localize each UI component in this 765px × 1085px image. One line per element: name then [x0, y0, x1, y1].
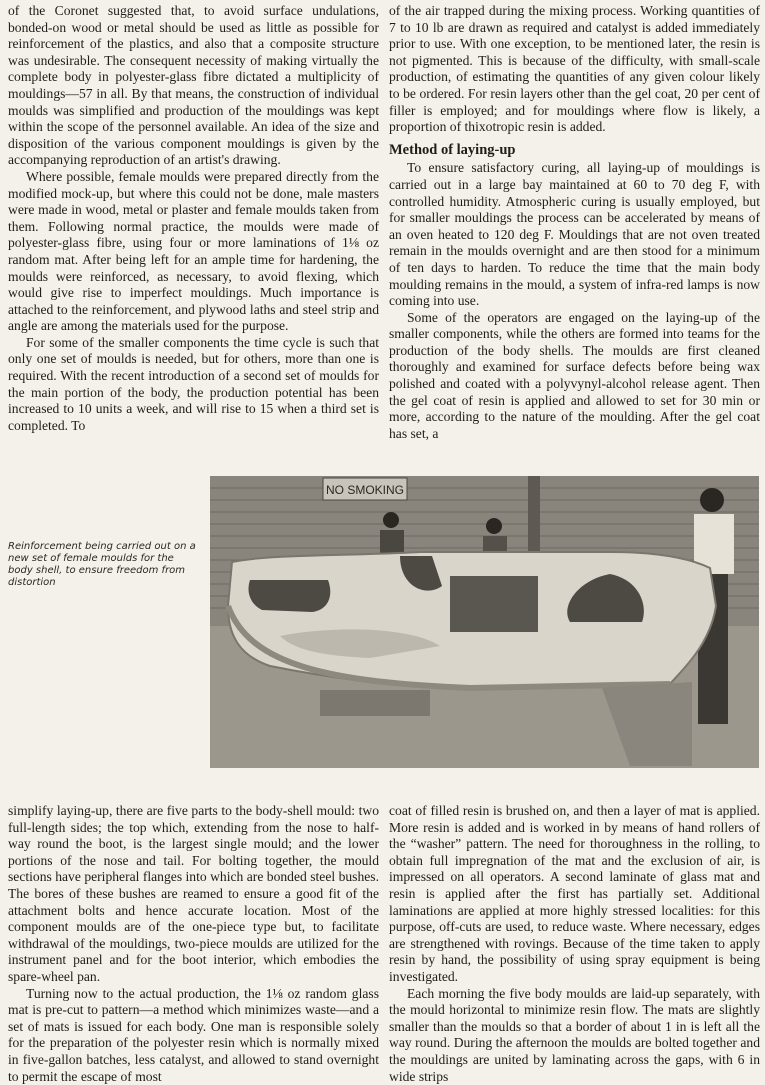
paragraph: Turning now to the actual production, the 1⅛ oz random glass mat is pre-cut to pattern—a method which minimizes waste—and a set of mats is issued for each body. One man is responsible solely for the preparation of the polyester resin which is normally mixed in five-gallon batches, less catalyst, and allowed to stand overnight to permit the escape of most: [8, 985, 379, 1084]
paragraph: of the air trapped during the mixing process. Working quantities of 7 to 10 lb are drawn as required and catalyst is added immediately prior to use. With one exception, to be mentioned later, the resin is not pigmented. This is because of the difficulty, with small-scale production, of estimating the quantities of any given colour likely to be ordered. For resin layers other than the gel coat, 20 per cent of filler is employed; and for mouldings where flow is likely, a proportion of thixotropic resin is added.: [389, 3, 760, 135]
paragraph: Each morning the five body moulds are laid-up separately, with the mould horizontal to minimize resin flow. The mats are slightly smaller than the moulds so that a border of about 1 in is left all the way round. During the afternoon the moulds are bolted together and the mouldings are united by laminating across the gaps, with 6 in wide strips: [389, 985, 760, 1084]
paragraph: Some of the operators are engaged on the laying-up of the smaller components, while the others are formed into teams for the production of the body shells. The moulds are first cleaned thoroughly and examined for surface defects before being wax polished and coated with a polyvynyl-alcohol release agent. Then the gel coat of resin is applied and allowed to set for 30 min or more, according to the nature of the moulding. After the gel coat has set, a: [389, 309, 760, 441]
section-heading: Method of laying-up: [389, 141, 516, 158]
mould-stand-left: [320, 690, 430, 716]
paragraph: Where possible, female moulds were prepared directly from the modified mock-up, but where this could not be done, male masters were made in wood, metal or plaster and female moulds taken from them. Following normal practice, the moulds were made of polyester-glass fibre, using four or more laminations of 1⅛ oz random mat. After being left for an ample time for hardening, the moulds were reinforced, as necessary, to avoid flexing, which would give rise to imperfect mouldings. Much importance is attached to the reinforcement, and plywood laths and steel strip and angle are among the materials used for the purpose.: [8, 168, 379, 334]
sign-text: NO SMOKING: [325, 483, 405, 497]
paragraph: of the Coronet suggested that, to avoid surface undulations, bonded-on wood or metal should be used as little as possible for reinforcement of the plastics, and also that a composite structure was undesirable. The consequent necessity of making virtually the complete body in polyester-glass fibre dictated a multiplicity of mouldings—57 in all. By that means, the construction of individual moulds was simplified and production of the mouldings was kept within the scope of the personnel available. An idea of the size and disposition of the various component mouldings is given by the accompanying reproduction of an artist's drawing.: [8, 3, 379, 168]
photo-illustration: [210, 476, 759, 768]
photo-caption: Reinforcement being carried out on a new set of female moulds for the body shell, to ensure freedom from distortion: [8, 541, 196, 588]
paragraph: For some of the smaller components the time cycle is such that only one set of moulds is needed, but for others, more than one is required. With the recent introduction of a second set of moulds for the main portion of the body, the production potential has been increased to 10 units a week, and will rise to 15 when a third set is completed. To: [8, 334, 379, 433]
bottom-right-column: [389, 803, 760, 1085]
wheel-arch-cutout: [249, 580, 331, 612]
window-opening: [450, 576, 538, 632]
paragraph: To ensure satisfactory curing, all laying-up of mouldings is carried out in a large bay maintained at 60 to 70 deg F, with controlled humidity. Atmospheric curing is usually employed, but for smaller mouldings the process can be accelerated by means of an oven heated to 120 deg F. Mouldings that are not oven treated remain in the moulds overnight and are then stood for a minimum of ten days to harden. To reduce the time that the main body moulding remains in the mould, a system of infra-red lamps is now coming into use.: [389, 160, 760, 309]
paragraph: coat of filled resin is brushed on, and then a layer of mat is applied. More resin is added and is worked in by means of hand rollers of the “washer” pattern. The need for thoroughness in the rolling, to obtain full impregnation of the mat and the exclusion of air, is impressed on all operators. A second laminate of glass mat and resin is applied after the first has partially set. Additional laminations are applied at more highly stressed localities: for this purpose, off-cuts are used, to reduce waste. Where necessary, edges are strengthened with rovings. Because of the time taken to apply resin by hand, the possibility of using spray equipment is being investigated.: [389, 803, 760, 984]
top-right-column: [389, 3, 760, 442]
paragraph: simplify laying-up, there are five parts to the body-shell mould: two full-length sides; the top which, extending from the nose to half-way round the boot, is the largest single mould; and the lower portions of the nose and tail. For bolting together, the mould sections have peripheral flanges into which are bonded steel bushes. The bores of these bushes are reamed to ensure a good fit of the attachment bolts and hence accurate location. Most of the component moulds are of the one-piece type but, to facilitate withdrawal of the mouldings, two-piece moulds are utilized for the instrument panel and for the boot interior, which embodies the spare-wheel pan.: [8, 803, 379, 984]
workshop-photo: [210, 476, 759, 768]
bottom-left-column: [8, 803, 379, 1085]
top-left-column: [8, 3, 379, 434]
